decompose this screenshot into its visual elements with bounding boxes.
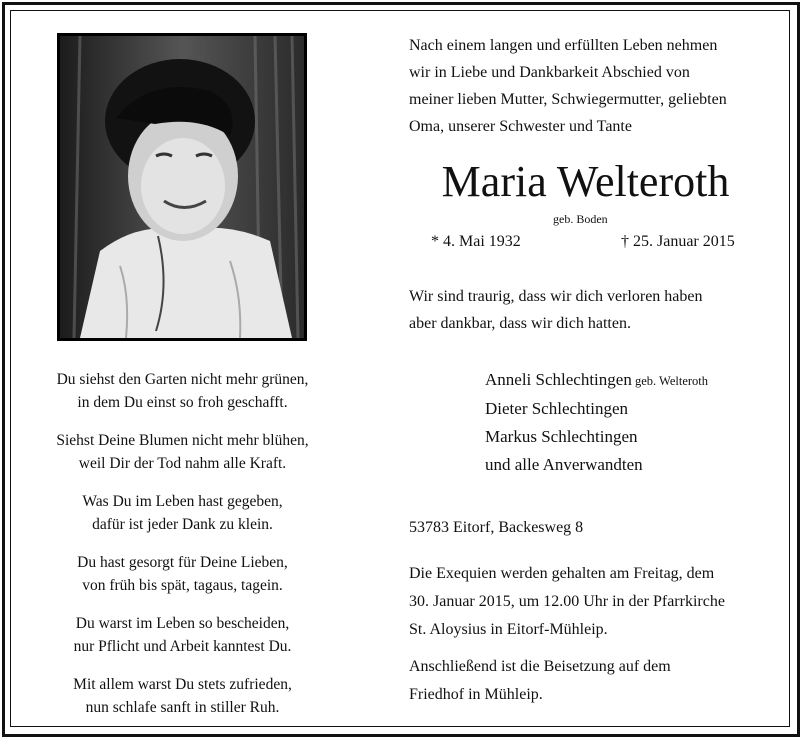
exequien-text <box>409 560 725 644</box>
quote-line: aber dankbar, dass wir dich hatten. <box>409 315 631 332</box>
poem-line: Du hast gesorgt für Deine Lieben, <box>77 554 288 571</box>
intro-line: Oma, unserer Schwester und Tante <box>409 118 632 135</box>
poem-line: nun schlafe sanft in stiller Ruh. <box>85 699 280 716</box>
poem-stanza <box>30 490 335 536</box>
mourners-list <box>485 366 708 479</box>
deceased-name: Maria Welteroth <box>441 157 730 206</box>
burial-line: Anschließend ist die Beisetzung auf dem <box>409 658 671 675</box>
mourner-note: geb. Welteroth <box>631 374 708 388</box>
poem-line: weil Dir der Tod nahm alle Kraft. <box>78 455 287 472</box>
poem-line: von früh bis spät, tagaus, tagein. <box>82 577 283 594</box>
poem-line: dafür ist jeder Dank zu klein. <box>92 516 273 533</box>
poem-line: in dem Du einst so froh geschafft. <box>77 394 288 411</box>
address: 53783 Eitorf, Backesweg 8 <box>409 519 584 536</box>
burial-line: Friedhof in Mühleip. <box>409 686 543 703</box>
poem-stanza <box>30 368 335 414</box>
intro-text <box>409 32 727 140</box>
mourner-name: Anneli Schlechtingen <box>485 370 632 389</box>
portrait-photo <box>57 33 307 341</box>
mourner <box>485 451 708 479</box>
maiden-name: geb. Boden <box>553 212 608 226</box>
mourner <box>485 423 708 451</box>
death-date: † 25. Januar 2015 <box>621 233 735 250</box>
poem-line: nur Pflicht und Arbeit kanntest Du. <box>73 638 292 655</box>
exequien-line: 30. Januar 2015, um 12.00 Uhr in der Pfarrkirche <box>409 593 725 610</box>
intro-line: meiner lieben Mutter, Schwiegermutter, geliebten <box>409 91 727 108</box>
poem-line: Du warst im Leben so bescheiden, <box>75 615 290 632</box>
poem-stanza <box>30 429 335 475</box>
quote <box>409 283 703 337</box>
mourner-name: und alle Anverwandten <box>485 455 643 474</box>
exequien-line: Die Exequien werden gehalten am Freitag, dem <box>409 565 715 582</box>
poem <box>30 368 335 734</box>
poem-stanza <box>30 612 335 658</box>
mourner <box>485 395 708 423</box>
birth-date: * 4. Mai 1932 <box>431 233 521 250</box>
mourner <box>485 366 708 395</box>
mourner-name: Dieter Schlechtingen <box>485 399 629 418</box>
poem-stanza <box>30 551 335 597</box>
poem-line: Was Du im Leben hast gegeben, <box>82 493 283 510</box>
intro-line: Nach einem langen und erfüllten Leben nehmen <box>409 37 718 54</box>
poem-stanza <box>30 673 335 719</box>
intro-line: wir in Liebe und Dankbarkeit Abschied von <box>409 64 690 81</box>
quote-line: Wir sind traurig, dass wir dich verloren haben <box>409 288 703 305</box>
burial-text <box>409 653 671 709</box>
mourner-name: Markus Schlechtingen <box>485 427 638 446</box>
poem-line: Du siehst den Garten nicht mehr grünen, <box>56 371 309 388</box>
poem-line: Mit allem warst Du stets zufrieden, <box>73 676 292 693</box>
poem-line: Siehst Deine Blumen nicht mehr blühen, <box>56 432 309 449</box>
exequien-line: St. Aloysius in Eitorf-Mühleip. <box>409 621 608 638</box>
